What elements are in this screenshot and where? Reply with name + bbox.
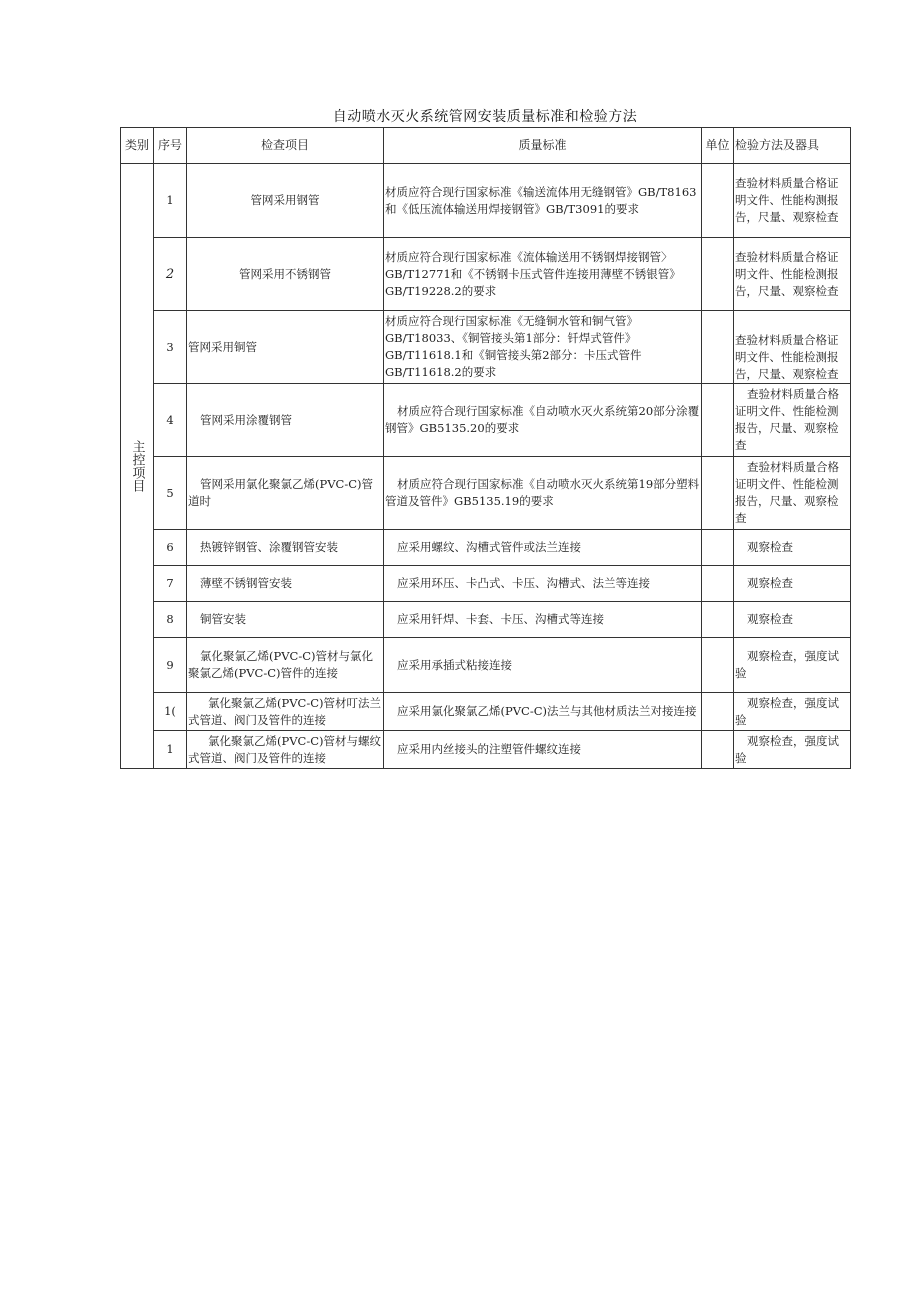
standard-cell — [384, 457, 702, 530]
standard-cell — [384, 638, 702, 693]
seq-value: 2 — [165, 266, 175, 282]
category-cell: 主控项目 — [121, 164, 154, 769]
method-cell — [734, 566, 851, 602]
item-text: 氯化聚氯乙烯(PVC-C)管材与氯化聚氯乙烯(PVC-C)管件的连接 — [188, 649, 373, 680]
seq-cell: 1 — [154, 731, 187, 769]
method-text: 观察检查，强度试验 — [735, 649, 839, 680]
item-text: 薄壁不锈钢管安装 — [200, 576, 292, 590]
standard-cell — [384, 384, 702, 457]
method-cell — [734, 530, 851, 566]
header-item: 检查项目 — [187, 128, 384, 164]
unit-cell — [702, 311, 734, 384]
method-text: 观察检查 — [747, 540, 793, 554]
standard-text: 应采用钎焊、卡套、卡压、沟槽式等连接 — [397, 612, 604, 626]
standard-cell — [384, 693, 702, 731]
item-cell — [187, 693, 384, 731]
item-text: 氯化聚氯乙烯(PVC-C)管材叮法兰式管道、阀门及管件的连接 — [188, 695, 381, 727]
item-text: 热镀锌钢管、涂覆钢管安装 — [200, 540, 338, 554]
seq-cell — [154, 238, 187, 311]
table-row — [121, 311, 851, 384]
standard-text: 应采用环压、卡凸式、卡压、沟槽式、法兰等连接 — [397, 576, 650, 590]
header-row — [121, 128, 851, 164]
header-unit: 单位 — [702, 128, 734, 164]
item-cell — [187, 638, 384, 693]
seq-cell: 8 — [154, 602, 187, 638]
method-cell — [734, 457, 851, 530]
item-cell — [187, 457, 384, 530]
seq-cell: 9 — [154, 638, 187, 693]
seq-cell: 1 — [154, 164, 187, 238]
method-cell — [734, 384, 851, 457]
method-cell — [734, 602, 851, 638]
item-cell: 管网采用钢管 — [187, 164, 384, 238]
seq-cell: 5 — [154, 457, 187, 530]
method-text: 观察检查，强度试验 — [735, 695, 839, 727]
unit-cell — [702, 164, 734, 238]
method-text: 查验材料质量合格证明文件、性能检测报告，尺量、观察检查 — [735, 460, 839, 525]
table-row — [121, 638, 851, 693]
item-cell — [187, 566, 384, 602]
inspection-table — [120, 127, 851, 769]
method-cell: 查验材料质量合格证明文件、性能构测报告，尺量、观察检查 — [734, 164, 851, 238]
method-cell: 查验材料质量合格证明文件、性能检测报告，尺量、观察检查 — [734, 238, 851, 311]
method-text: 观察检查，强度试验 — [735, 733, 839, 765]
table-row — [121, 238, 851, 311]
method-cell: 查验材料质量合格证明文件、性能检测报告，尺量、观察检查 — [734, 311, 851, 384]
unit-cell — [702, 238, 734, 311]
seq-cell: 4 — [154, 384, 187, 457]
standard-text: 材质应符合现行国家标准《自动喷水灭火系统第19部分塑料管道及管件》GB5135.19的要求 — [385, 477, 700, 508]
seq-cell: 6 — [154, 530, 187, 566]
standard-cell — [384, 731, 702, 769]
item-text: 管网采用氯化聚氯乙烯(PVC-C)管道时 — [188, 477, 373, 508]
table-row — [121, 693, 851, 731]
standard-text: 应采用内丝接头的注塑管件螺纹连接 — [397, 742, 581, 756]
method-cell — [734, 731, 851, 769]
item-text: 氯化聚氯乙烯(PVC-C)管材与螺纹式管道、阀门及管件的连接 — [188, 733, 381, 765]
item-cell — [187, 602, 384, 638]
table-row — [121, 731, 851, 769]
standard-cell: 材质应符合现行国家标准《流体输送用不锈钢焊接钢管〉GB/T12771和《不锈钢卡压式管件连接用薄壁不锈银管》GB/T19228.2的要求 — [384, 238, 702, 311]
standard-cell — [384, 530, 702, 566]
method-cell — [734, 638, 851, 693]
table-row — [121, 530, 851, 566]
method-text: 观察检查 — [747, 612, 793, 626]
unit-cell — [702, 693, 734, 731]
seq-cell: 7 — [154, 566, 187, 602]
standard-text: 应采用螺纹、沟槽式管件或法兰连接 — [397, 540, 581, 554]
header-standard: 质量标准 — [384, 128, 702, 164]
item-cell — [187, 530, 384, 566]
seq-cell: 1( — [154, 693, 187, 731]
item-text: 管网采用涂覆钢管 — [200, 412, 292, 427]
header-seq: 序号 — [154, 128, 187, 164]
item-cell — [187, 731, 384, 769]
page-title: 自动喷水灭火系统管网安装质量标准和检验方法 — [332, 109, 638, 125]
header-category: 类别 — [121, 128, 154, 164]
unit-cell — [702, 384, 734, 457]
seq-cell: 3 — [154, 311, 187, 384]
unit-cell — [702, 602, 734, 638]
method-cell — [734, 693, 851, 731]
item-cell: 管网采用不锈钢管 — [187, 238, 384, 311]
unit-cell — [702, 530, 734, 566]
item-cell — [187, 384, 384, 457]
table-row — [121, 164, 851, 238]
unit-cell — [702, 457, 734, 530]
standard-cell — [384, 566, 702, 602]
standard-text: 应采用承插式粘接连接 — [397, 657, 512, 672]
table-row — [121, 602, 851, 638]
table-row — [121, 566, 851, 602]
unit-cell — [702, 638, 734, 693]
standard-cell — [384, 602, 702, 638]
unit-cell — [702, 566, 734, 602]
method-text: 观察检查 — [747, 576, 793, 590]
item-cell: 管网采用铜管 — [187, 311, 384, 384]
header-method: 检验方法及器具 — [734, 128, 851, 164]
standard-cell: 材质应符合现行国家标准《无缝铜水管和铜气管》GB/T18033、《铜管接头第1部分：钎焊式管件》GB/T11618.1和《铜管接头第2部分：卡压式管件GB/T11618.2的要求 — [384, 311, 702, 384]
table-row — [121, 457, 851, 530]
standard-text: 材质应符合现行国家标准《自动喷水灭火系统第20部分涂覆钢管》GB5135.20的要求 — [385, 404, 700, 435]
standard-cell: 材质应符合现行国家标准《输送流体用无缝钢管》GB/T8163和《低压流体输送用焊接钢管》GB/T3091的要求 — [384, 164, 702, 238]
standard-text: 应采用氯化聚氯乙烯(PVC-C)法兰与其他材质法兰对接连接 — [397, 704, 697, 718]
method-text: 查验材料质量合格证明文件、性能检测报告，尺量、观察检查 — [735, 387, 839, 452]
item-text: 铜管安装 — [200, 612, 246, 626]
unit-cell — [702, 731, 734, 769]
table-row — [121, 384, 851, 457]
